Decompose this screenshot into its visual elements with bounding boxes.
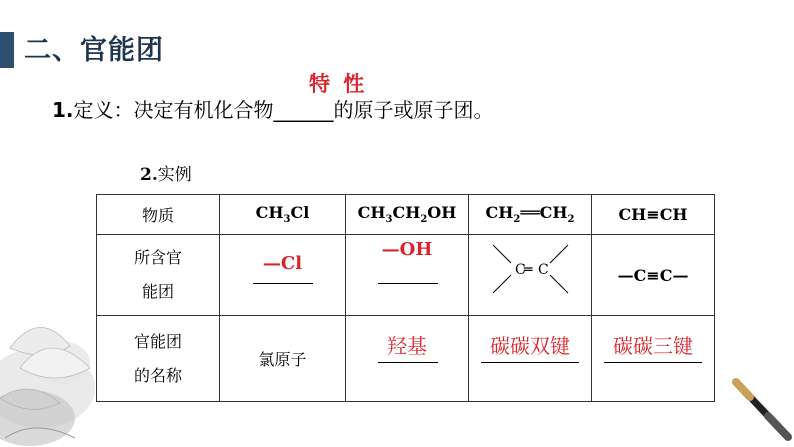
page-title: 二、官能团 [24, 35, 164, 66]
group-chloro: —Cl [220, 235, 346, 316]
group-triple-bond: —C≡C— [592, 235, 715, 316]
lotus-illustration [0, 268, 100, 447]
definition-line [52, 94, 494, 123]
formula-ethene: $CH_2══CH_2$ [469, 195, 592, 235]
svg-text:═: ═ [524, 262, 533, 278]
header-name: 官能团 的名称 [97, 316, 220, 402]
header-group: 所含官 能团 [97, 235, 220, 316]
answer-blank [604, 362, 702, 363]
functional-group-table [96, 194, 715, 402]
table-row-substance [97, 195, 715, 235]
alkene-structure-icon [469, 235, 592, 315]
svg-text:C: C [515, 262, 526, 278]
group-hydroxyl: —OH [346, 235, 469, 316]
example-heading [140, 160, 192, 185]
name-triple-bond: 碳碳三键 [592, 316, 715, 402]
answer-blank [253, 283, 313, 284]
formula-ethyne: CH≡CH [592, 195, 715, 235]
svg-text:C: C [538, 262, 549, 278]
calligraphy-brush-icon [728, 372, 794, 447]
name-hydroxyl: 羟基 [346, 316, 469, 402]
definition-number: 1. [52, 98, 74, 122]
header-substance: 物质 [97, 195, 220, 235]
answer-blank [378, 283, 438, 284]
name-chlorine-atom: 氯原子 [220, 316, 346, 402]
answer-text: 特 性 [309, 72, 368, 96]
table-row-group [97, 235, 715, 316]
group-double-bond [469, 235, 592, 316]
example-text: 实例 [157, 165, 192, 185]
answer-blank [481, 362, 579, 363]
formula-ethanol: $CH_3CH_2OH$ [346, 195, 469, 235]
formula-chloromethane: $CH_3Cl$ [220, 195, 346, 235]
title-accent-bar [0, 32, 14, 68]
name-double-bond: 碳碳双键 [469, 316, 592, 402]
example-number: 2. [140, 165, 158, 185]
definition-text: 定义：决定有机化合物______的原子或原子团。 [73, 98, 494, 122]
table-row-name [97, 316, 715, 402]
answer-blank [378, 362, 438, 363]
